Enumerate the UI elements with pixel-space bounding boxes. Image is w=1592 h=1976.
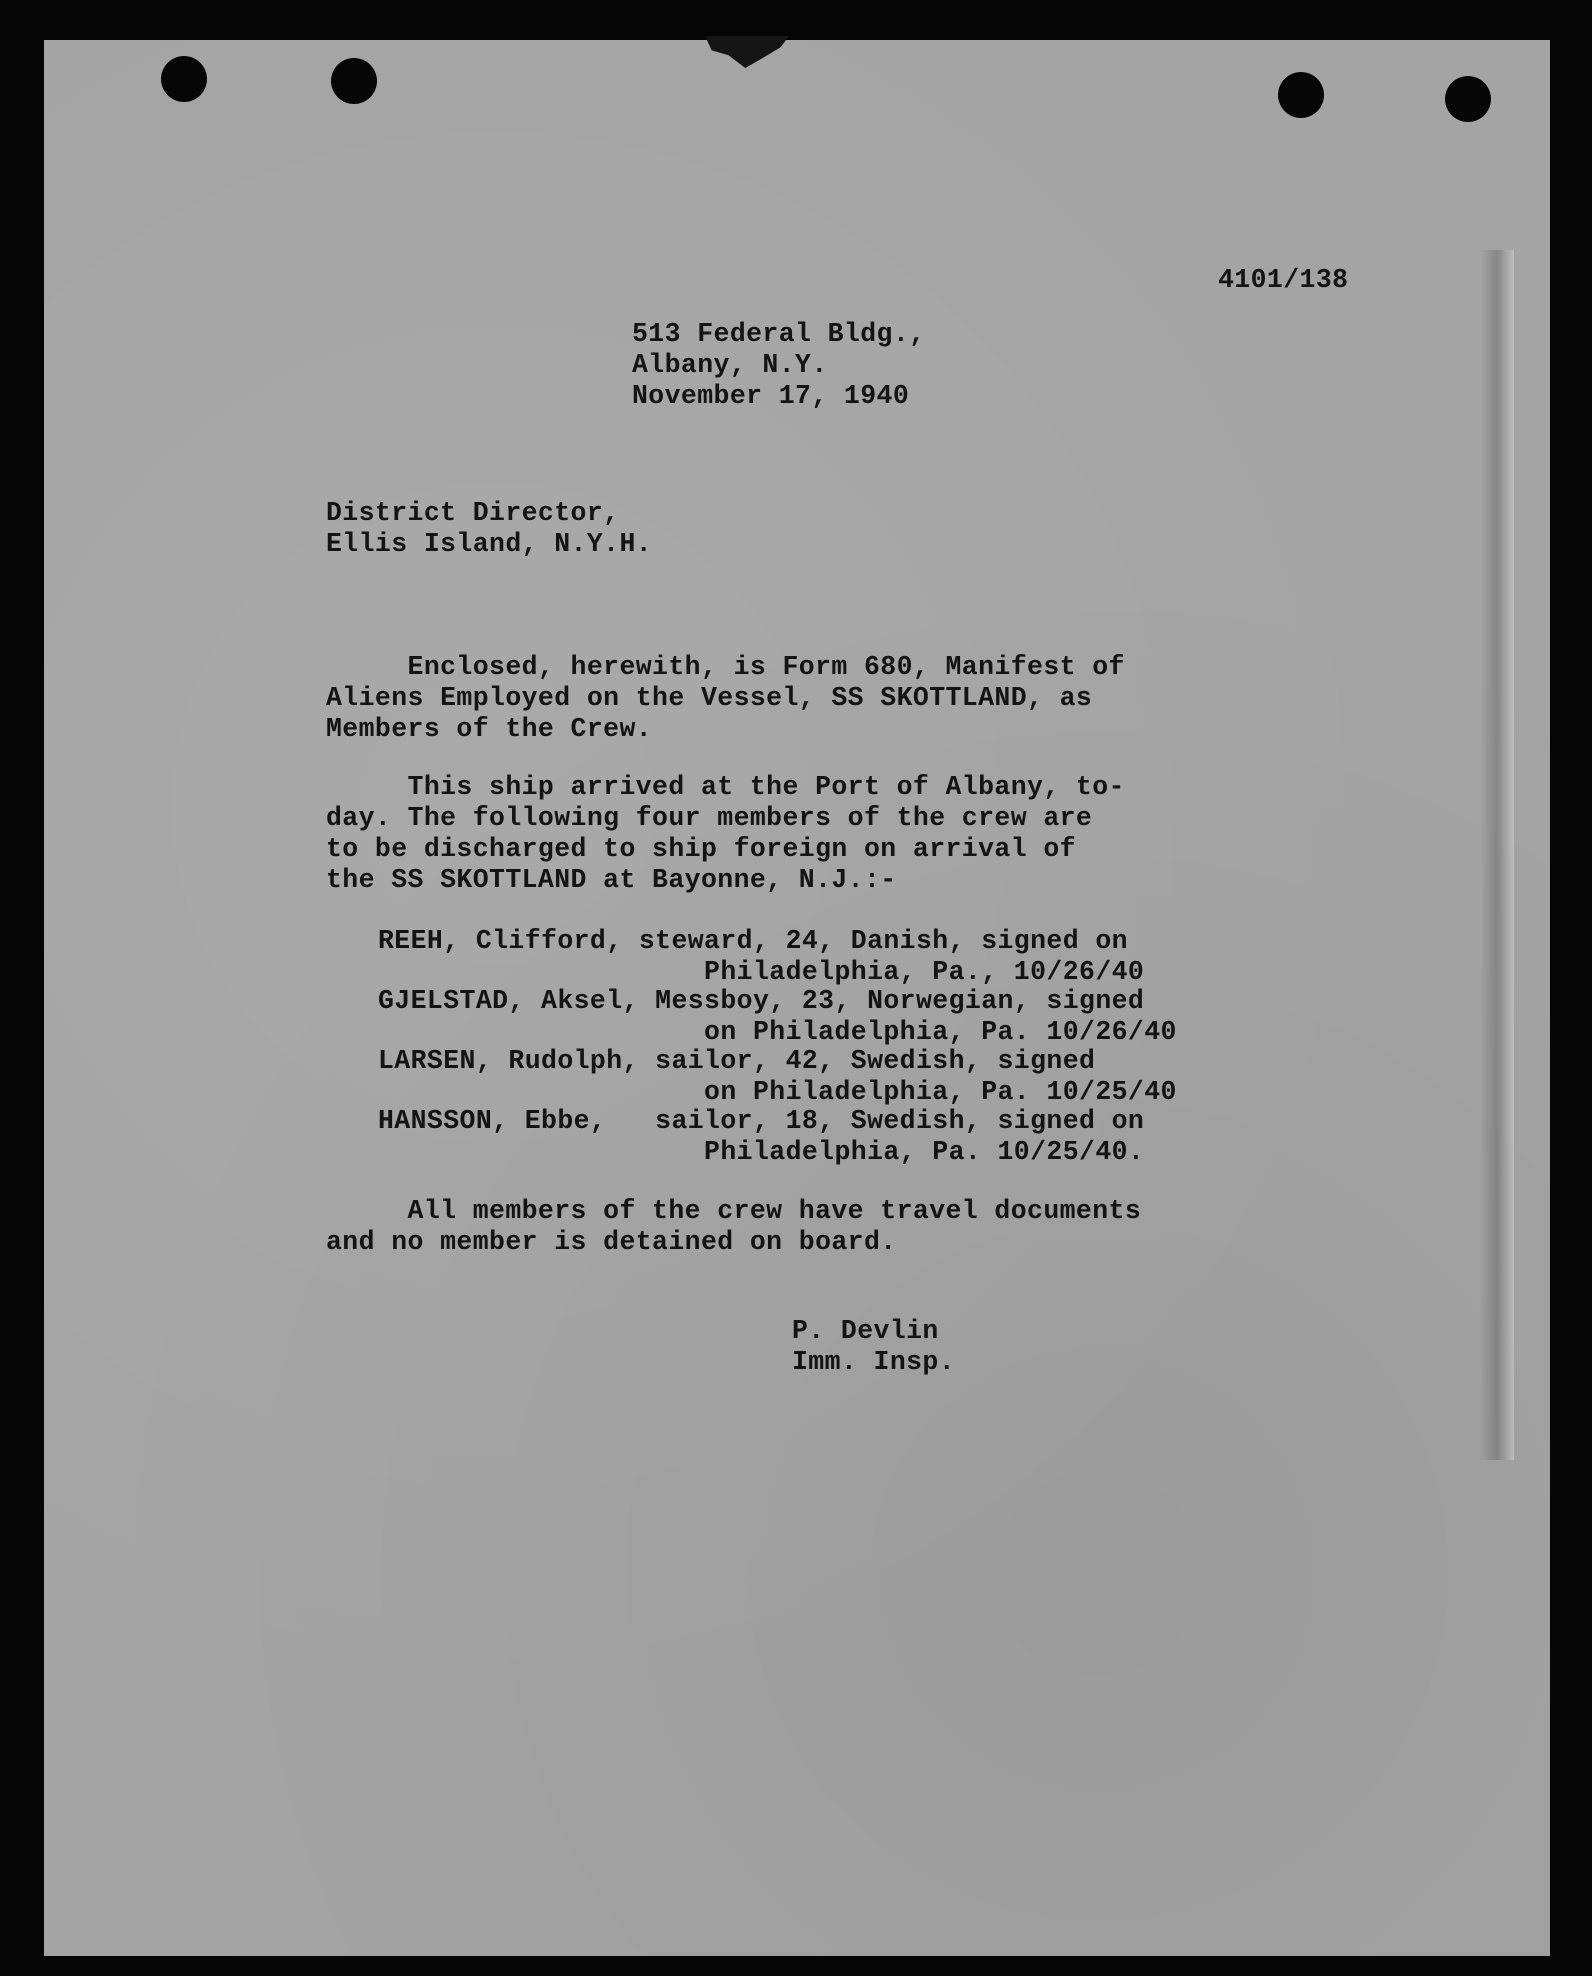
punch-hole bbox=[1445, 76, 1491, 122]
punch-hole bbox=[1278, 72, 1324, 118]
sender-address-city: Albany, N.Y. bbox=[632, 350, 828, 380]
signature-title: Imm. Insp. bbox=[792, 1347, 956, 1377]
punch-hole bbox=[331, 58, 377, 104]
paragraph-documents: All members of the crew have travel documents and no member is detained on board. bbox=[326, 1196, 1142, 1257]
crew-entry: LARSEN, Rudolph, sailor, 42, Swedish, signed on Philadelphia, Pa. 10/25/40 bbox=[378, 1046, 1177, 1107]
letter-date: November 17, 1940 bbox=[632, 381, 910, 411]
recipient-line: District Director, bbox=[326, 498, 620, 528]
crew-entry: REEH, Clifford, steward, 24, Danish, signed on Philadelphia, Pa., 10/26/40 bbox=[378, 926, 1145, 987]
crew-entry: HANSSON, Ebbe, sailor, 18, Swedish, signed on Philadelphia, Pa. 10/25/40. bbox=[378, 1106, 1145, 1167]
paragraph-enclosure: Enclosed, herewith, is Form 680, Manifest of Aliens Employed on the Vessel, SS SKOTTLAND, as Members of the Crew. bbox=[326, 652, 1125, 744]
paper-edge-shadow bbox=[1480, 250, 1514, 1460]
punch-hole bbox=[161, 56, 207, 102]
recipient-address: Ellis Island, N.Y.H. bbox=[326, 529, 653, 559]
crew-entry: GJELSTAD, Aksel, Messboy, 23, Norwegian, signed on Philadelphia, Pa. 10/26/40 bbox=[378, 986, 1177, 1047]
paragraph-arrival: This ship arrived at the Port of Albany, to- day. The following four members of the crew are to be discharged to ship foreign on arrival of the SS SKOTTLAND at Bayonne, N.J.:- bbox=[326, 772, 1125, 895]
file-number: 4101/138 bbox=[1218, 265, 1349, 295]
sender-address-line: 513 Federal Bldg., bbox=[632, 319, 926, 349]
signature-name: P. Devlin bbox=[792, 1316, 939, 1346]
